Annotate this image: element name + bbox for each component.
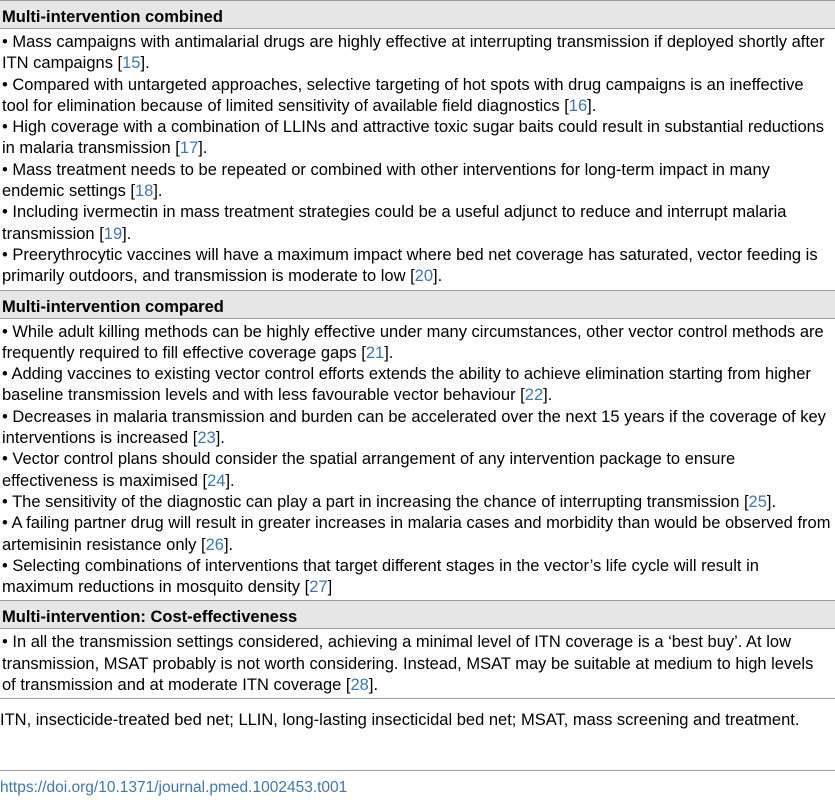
item-tail: ]. — [153, 182, 163, 201]
item-text: • High coverage with a combination of LLINs and attractive toxic sugar baits could result in substantial reductions in malaria transmission [ — [2, 118, 825, 158]
citation-link[interactable]: 25 — [748, 492, 767, 511]
item-text: • Selecting combinations of interventions that target different stages in the vector’s life cycle will result in maximum reductions in mosquito density [ — [2, 556, 759, 597]
citation-link[interactable]: 27 — [309, 578, 328, 597]
citation-link[interactable]: 28 — [350, 676, 369, 695]
item-text: • Including ivermectin in mass treatment strategies could be a useful adjunct to reduce and interrupt malaria transmission [ — [2, 203, 787, 243]
item-tail: ]. — [543, 386, 553, 405]
citation-link[interactable]: 18 — [134, 182, 154, 201]
item-tail: ]. — [225, 471, 235, 490]
item-tail: ] — [327, 578, 333, 597]
item-text: • Adding vaccines to existing vector control efforts extends the ability to achieve elimination starting from higher baseline transmission levels and with less favourable vector behaviour [ — [2, 365, 811, 405]
item-tail: ]. — [433, 267, 443, 286]
list-item — [2, 513, 831, 556]
item-text: • Preerythrocytic vaccines will have a maximum impact where bed net coverage has saturated, vector feeding is primarily outdoors, and transmission is moderate to low [ — [2, 245, 818, 286]
list-item — [2, 160, 831, 203]
item-text: • The sensitivity of the diagnostic can play a part in increasing the chance of interrupting transmission [ — [2, 492, 749, 511]
list-item — [2, 632, 831, 696]
list-item — [2, 322, 831, 365]
list-item — [2, 556, 831, 599]
list-item — [2, 32, 831, 75]
list-item — [2, 449, 831, 492]
item-text: • Mass treatment needs to be repeated or combined with other interventions for long-term impact in many endemic settings [ — [2, 160, 770, 201]
item-tail: ]. — [198, 139, 208, 158]
list-item — [2, 75, 831, 118]
divider — [0, 770, 835, 771]
section-heading: Multi-intervention combined — [0, 0, 835, 29]
citation-link[interactable]: 21 — [365, 343, 385, 362]
list-item — [2, 492, 831, 513]
list-item — [2, 407, 831, 450]
item-text: • Decreases in malaria transmission and burden can be accelerated over the next 15 years if the coverage of key interventions is increased [ — [2, 407, 826, 448]
item-tail: ]. — [384, 343, 394, 362]
section-heading: Multi-intervention compared — [0, 290, 835, 319]
table-footnote: ITN, insecticide-treated bed net; LLIN, long-lasting insecticidal bed net; MSAT, mass screening and treatment. — [0, 711, 800, 729]
list-item — [2, 364, 831, 407]
item-text: • While adult killing methods can be highly effective under many circumstances, other vector control methods are frequently required to fill effective coverage gaps [ — [2, 322, 824, 362]
citation-link[interactable]: 15 — [122, 54, 141, 73]
item-text: • A failing partner drug will result in greater increases in malaria cases and morbidity than would be observed from artemisinin resistance only [ — [2, 514, 831, 554]
item-text: • Mass campaigns with antimalarial drugs are highly effective at interrupting transmission if deployed shortly after ITN campaigns [ — [2, 33, 825, 73]
citation-link[interactable]: 20 — [414, 267, 434, 286]
item-text: • In all the transmission settings considered, achieving a minimal level of ITN coverage is a ‘best buy’. At low transmission, MSAT probably is not worth considering. Instead, MSAT may be suitable at medium to high levels of transmission and at moderate ITN coverage [ — [2, 633, 814, 695]
item-tail: ]. — [368, 676, 379, 695]
item-tail: ]. — [122, 224, 132, 243]
list-item — [2, 202, 831, 245]
citation-link[interactable]: 17 — [179, 139, 199, 158]
list-item — [2, 117, 831, 160]
item-tail: ]. — [215, 429, 225, 448]
citation-link[interactable]: 16 — [568, 96, 588, 115]
section-heading: Multi-intervention: Cost-effectiveness — [0, 600, 835, 629]
item-tail: ]. — [223, 535, 234, 554]
item-tail: ]. — [140, 54, 150, 73]
section-body — [0, 319, 835, 601]
item-text: • Vector control plans should consider the spatial arrangement of any intervention package to ensure effectiveness is maximised [ — [2, 450, 736, 490]
citation-link[interactable]: 22 — [524, 386, 544, 405]
section-body — [0, 29, 835, 290]
citation-link[interactable]: 24 — [207, 471, 226, 490]
citation-link[interactable]: 23 — [197, 429, 216, 448]
citation-link[interactable]: 26 — [205, 535, 224, 554]
item-text: • Compared with untargeted approaches, selective targeting of hot spots with drug campaigns is an ineffective tool for elimination because of limited sensitivity of available field diagnostics [ — [2, 75, 804, 115]
doi-link[interactable]: https://doi.org/10.1371/journal.pmed.1002453.t001 — [0, 779, 348, 796]
list-item — [2, 245, 831, 288]
item-tail: ]. — [587, 96, 597, 115]
section-body — [0, 629, 835, 699]
item-tail: ]. — [766, 492, 777, 511]
citation-link[interactable]: 19 — [103, 224, 123, 243]
